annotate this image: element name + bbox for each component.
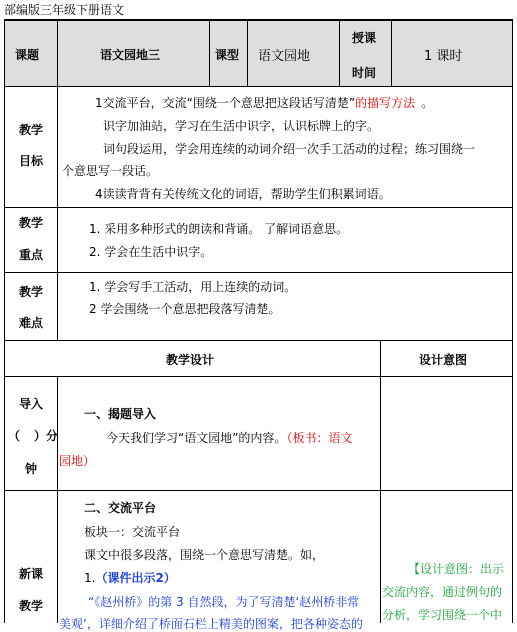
key-points-label-2: 重点 (19, 248, 44, 262)
hours-value: 1 课时 (424, 49, 463, 64)
type-value: 语文园地 (258, 49, 311, 64)
topic-value: 语文园地三 (100, 48, 161, 62)
new-lesson-label-1: 新课 (19, 567, 44, 581)
intro-label-1: 导入 (19, 397, 44, 411)
intent-line-1: 【设计意图：出示 (408, 562, 505, 576)
new-lesson-label-2: 教学 (19, 599, 44, 613)
goals-label-1: 教学 (19, 123, 44, 137)
col-divider (380, 340, 381, 623)
intro-label-3: 钟 (25, 462, 38, 476)
difficulties-label-1: 教学 (19, 285, 44, 299)
new-lesson-block: 板块一：交流平台 (84, 525, 181, 539)
intro-label-2-close: ）分 (34, 429, 59, 443)
intro-body: 今天我们学习“语文园地”的内容。（板书：语文 (106, 431, 353, 445)
goal-item-2: 识字加油站，学习在生活中识字，认识标牌上的字。 (103, 119, 380, 133)
type-label: 课型 (215, 48, 240, 62)
new-lesson-body: 课文中很多段落，围绕一个意思写清楚。如， (84, 548, 325, 562)
difficulty-1: 1. 学会写手工活动，用上连续的动词。 (89, 280, 297, 294)
intent-line-3: 分析，学习围绕一个中 (382, 608, 503, 622)
key-point-1: 1. 采用多种形式的朗读和背诵。 了解词语意思。 (89, 222, 349, 236)
col-divider (57, 376, 58, 623)
goals-label-2: 目标 (19, 154, 44, 168)
new-lesson-quote-line2: 美观’，详细介绍了桥面石栏上精美的图案，把各种姿态的 (59, 617, 363, 631)
col-divider (209, 19, 210, 87)
key-point-2: 2. 学会在生活中识字。 (89, 245, 213, 259)
difficulty-2: 2 学会围绕一个意思把段落写清楚。 (89, 302, 281, 316)
row-divider (4, 340, 513, 341)
table-border (512, 19, 513, 623)
col-divider (391, 19, 392, 87)
row-divider (4, 86, 513, 87)
new-lesson-item: 1.（课件出示2） (84, 571, 176, 585)
goal-item-3-line2: 个意思写一段话。 (62, 164, 159, 178)
row-divider (4, 272, 513, 273)
row-divider (4, 376, 513, 377)
goal-item-4: 4读读背背有关传统文化的词语，帮助学生们积累词语。 (95, 187, 391, 201)
time-label-1: 授课 (352, 31, 377, 45)
table-border (4, 19, 5, 623)
col-divider (339, 19, 340, 87)
new-lesson-heading: 二、交流平台 (84, 501, 157, 515)
intro-label-2-open: （ (8, 429, 21, 443)
topic-label: 课题 (15, 48, 40, 62)
col-divider (247, 19, 248, 87)
design-header-right: 设计意图 (419, 353, 468, 367)
goal-item-3-line1: 词句段运用，学会用连续的动词介绍一次手工活动的过程；练习围绕一 (103, 142, 476, 156)
time-label-2: 时间 (352, 66, 377, 80)
difficulties-label-2: 难点 (19, 316, 44, 330)
row-divider (4, 490, 513, 491)
goal-item-1: 1交流平台，交流“围绕一个意思把这段话写清楚”的描写方法 。 (95, 96, 434, 110)
row-divider (4, 207, 513, 208)
table-border (4, 19, 513, 21)
intro-heading: 一、揭题导入 (84, 407, 157, 421)
col-divider (57, 19, 58, 341)
key-points-label-1: 教学 (19, 216, 44, 230)
new-lesson-quote-line1: “《赵州桥》的第 3 自然段，为了写清楚‘赵州桥非常 (88, 595, 360, 609)
design-header-left: 教学设计 (166, 353, 215, 367)
intent-line-2: 交流内容，通过例句的 (382, 585, 503, 599)
page-header: 部编版三年级下册语文 (4, 3, 125, 17)
intro-body-red-2: 园地） (59, 454, 96, 468)
